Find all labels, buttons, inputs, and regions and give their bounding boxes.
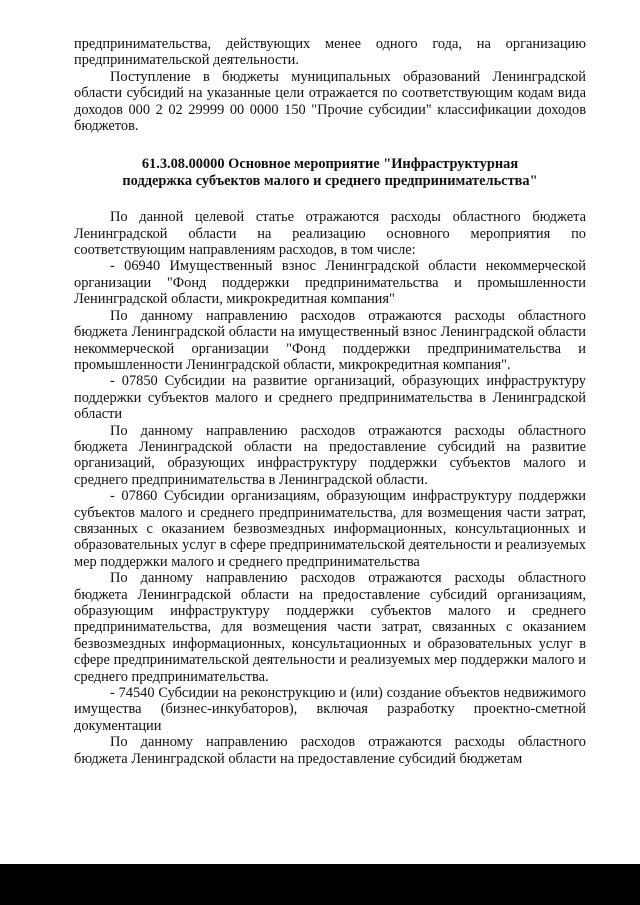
paragraph-continuation: предпринимательства, действующих менее одного года, на организацию предпринимательской деятельности. (74, 36, 586, 69)
paragraph-item-74540: - 74540 Субсидии на реконструкцию и (или) создание объектов недвижимого имущества (бизнес-инкубаторов), включая разработку проектно-сметной документации (74, 685, 586, 734)
paragraph-desc-06940: По данному направлению расходов отражаются расходы областного бюджета Ленинградской области на имущественный взнос Ленинградской области некоммерческой организации "Фонд поддержки предпринимательства и промышленности Ленинградской области, микрокредитная компания". (74, 307, 586, 373)
section-heading-line-2: поддержка субъектов малого и среднего предпринимательства" (122, 172, 538, 189)
paragraph-intro: По данной целевой статье отражаются расходы областного бюджета Ленинградской области на реализацию основного мероприятия по соответствующим направлениям расходов, в том числе: (74, 209, 586, 259)
paragraph-desc-74540: По данному направлению расходов отражаются расходы областного бюджета Ленинградской области на предоставление субсидий бюджетам (74, 734, 586, 767)
scan-footer-bar (0, 864, 640, 905)
spacer (74, 134, 586, 156)
paragraph-desc-07860: По данному направлению расходов отражаются расходы областного бюджета Ленинградской области на предоставление субсидий организациям, образующим инфраструктуру поддержки субъектов малого и среднего предпринимательства, для возмещения части затрат, связанных с оказанием безвозмездных информационных, консультационных и образовательных услуг в сфере предпринимательской деятельности и реализуемых мер поддержки малого и среднего предпринимательства. (74, 570, 586, 685)
section-heading-line-1: 61.3.08.00000 Основное мероприятие "Инфраструктурная (141, 156, 519, 173)
paragraph-item-07850: - 07850 Субсидии на развитие организаций, образующих инфраструктуру поддержки субъектов малого и среднего предпринимательства в Ленинградской области (74, 373, 586, 423)
section-heading (74, 156, 586, 189)
paragraph-income-codes: Поступление в бюджеты муниципальных образований Ленинградской области субсидий на указанные цели отражается по соответствующим кодам вида доходов 000 2 02 29999 00 0000 150 "Прочие субсидии" классификации доходов бюджетов. (74, 68, 586, 135)
paragraph-desc-07850: По данному направлению расходов отражаются расходы областного бюджета Ленинградской области на предоставление субсидий на развитие организаций, образующих инфраструктуру поддержки субъектов малого и среднего предпринимательства в Ленинградской области. (74, 422, 586, 488)
paragraph-item-06940: - 06940 Имущественный взнос Ленинградской области некоммерческой организации "Фонд поддержки предпринимательства и промышленности Ленинградской области, микрокредитная компания" (74, 258, 586, 308)
paragraph-item-07860: - 07860 Субсидии организациям, образующим инфраструктуру поддержки субъектов малого и среднего предпринимательства, для возмещения части затрат, связанных с оказанием безвозмездных информационных, консультационных и образовательных услуг в сфере предпринимательской деятельности и реализуемых мер поддержки малого и среднего предпринимательства (74, 488, 586, 570)
